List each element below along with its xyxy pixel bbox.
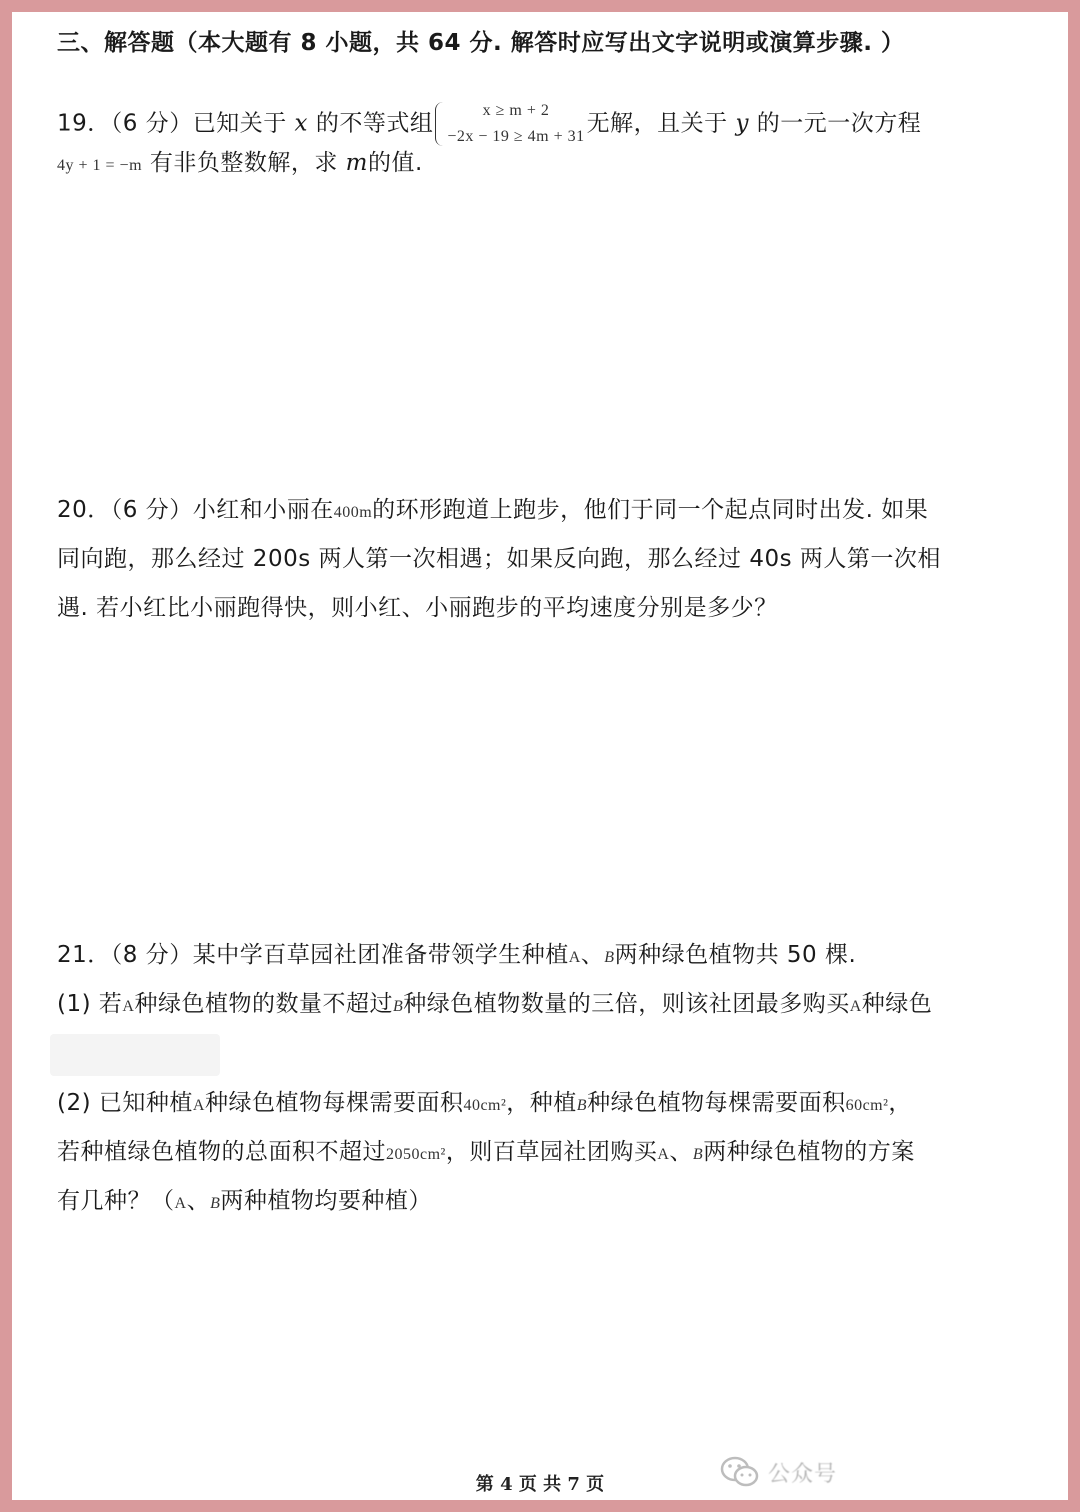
q21-sep: 、 <box>669 1139 693 1165</box>
q20-distance: 400m <box>333 504 373 521</box>
inequality-1: x ≥ m + 2 <box>482 102 550 119</box>
q20-line2: 同向跑，那么经过 200s 两人第一次相遇；如果反向跑，那么经过 40s 两人第一次相 <box>57 546 941 572</box>
q21-p4-b: 两种植物均要种植） <box>220 1188 432 1214</box>
watermark <box>720 1452 1040 1492</box>
q21-p3-b: ，则百草园社团购买 <box>445 1139 658 1165</box>
plant-b-label: B <box>576 1097 588 1114</box>
section-heading: 三、解答题（本大题有 8 小题，共 64 分. 解答时应写出文字说明或演算步骤. ） <box>57 30 905 56</box>
plant-a-label: A <box>122 998 135 1015</box>
redaction-smudge <box>50 1034 220 1076</box>
q21-sep: 、 <box>580 942 605 968</box>
q21-part1 <box>57 989 932 1022</box>
q20-line3: 遇. 若小红比小丽跑得快，则小红、小丽跑步的平均速度分别是多少？ <box>57 595 778 621</box>
q21-p3-a: 若种植绿色植物的总面积不超过 <box>57 1139 386 1165</box>
q19-var-x: x <box>294 110 309 137</box>
q19-line2-end: 的值. <box>367 150 423 176</box>
q21-part2-line2 <box>57 1137 915 1170</box>
brace-icon <box>435 102 444 146</box>
q19-equation: 4y + 1 = −m <box>57 157 143 174</box>
q19-mid: 的不等式组 <box>315 110 434 137</box>
q21-p1-a: (1) 若 <box>57 991 123 1017</box>
q21-p1-b: 种绿色植物的数量不超过 <box>134 991 393 1017</box>
exam-page <box>12 12 1068 1500</box>
plant-b-label: B <box>210 1195 221 1212</box>
plant-a-label: A <box>192 1097 205 1114</box>
plant-b-label: B <box>604 949 615 966</box>
watermark-text: 公众号 <box>768 1461 838 1487</box>
area-total: 2050cm² <box>386 1146 446 1163</box>
q20-line1-b: 的环形跑道上跑步，他们于同一个起点同时出发. 如果 <box>372 497 929 523</box>
q21-p2-b: 种绿色植物每棵需要面积 <box>204 1090 464 1116</box>
q21-line1-b: 两种绿色植物共 50 棵. <box>614 942 857 968</box>
plant-b-label: B <box>392 998 404 1015</box>
area-a: 40cm² <box>463 1097 507 1114</box>
plant-a-label: A <box>568 949 581 966</box>
q21-p1-d: 种绿色 <box>861 991 933 1017</box>
q19-line2-text: 有非负整数解，求 <box>149 150 338 176</box>
q19-var-m: m <box>345 150 368 176</box>
q21-p2-a: (2) 已知种植 <box>57 1090 193 1116</box>
q21-p3-c: 两种绿色植物的方案 <box>703 1139 915 1165</box>
q21-p4-a: 有几种？（ <box>57 1188 175 1214</box>
q21-part2 <box>57 1088 912 1121</box>
q19-line1 <box>57 98 921 150</box>
q21-line1-a: 21．（8 分）某中学百草园社团准备带领学生种植 <box>57 942 569 968</box>
q21-p2-d: 种绿色植物每棵需要面积 <box>587 1090 846 1116</box>
plant-a-label: A <box>174 1195 187 1212</box>
plant-a-label: A <box>849 998 862 1015</box>
q21-line1 <box>57 940 856 973</box>
q19-line2 <box>57 148 423 181</box>
q19-after: 无解，且关于 <box>586 110 728 137</box>
q20-line1 <box>57 495 928 528</box>
q21-p1-c: 种绿色植物数量的三倍，则该社团最多购买 <box>403 991 850 1017</box>
plant-a-label: A <box>657 1146 670 1163</box>
q21-p2-c: ，种植 <box>506 1090 577 1116</box>
area-b: 60cm² <box>845 1097 889 1114</box>
q19-prefix: 19．（6 分）已知关于 <box>57 110 287 137</box>
q20-line1-a: 20．（6 分）小红和小丽在 <box>57 497 334 523</box>
inequality-2: −2x − 19 ≥ 4m + 31 <box>447 128 585 145</box>
inequality-system <box>435 98 584 150</box>
q19-var-y: y <box>735 110 749 137</box>
q19-tail: 的一元一次方程 <box>756 110 922 137</box>
page-footer: 第 4 页 共 7 页 <box>475 1474 605 1495</box>
wechat-icon <box>720 1455 760 1489</box>
q21-part2-line3 <box>57 1186 432 1219</box>
q21-sep: 、 <box>186 1188 211 1214</box>
plant-b-label: B <box>692 1146 704 1163</box>
q21-p2-e: ， <box>888 1090 912 1116</box>
